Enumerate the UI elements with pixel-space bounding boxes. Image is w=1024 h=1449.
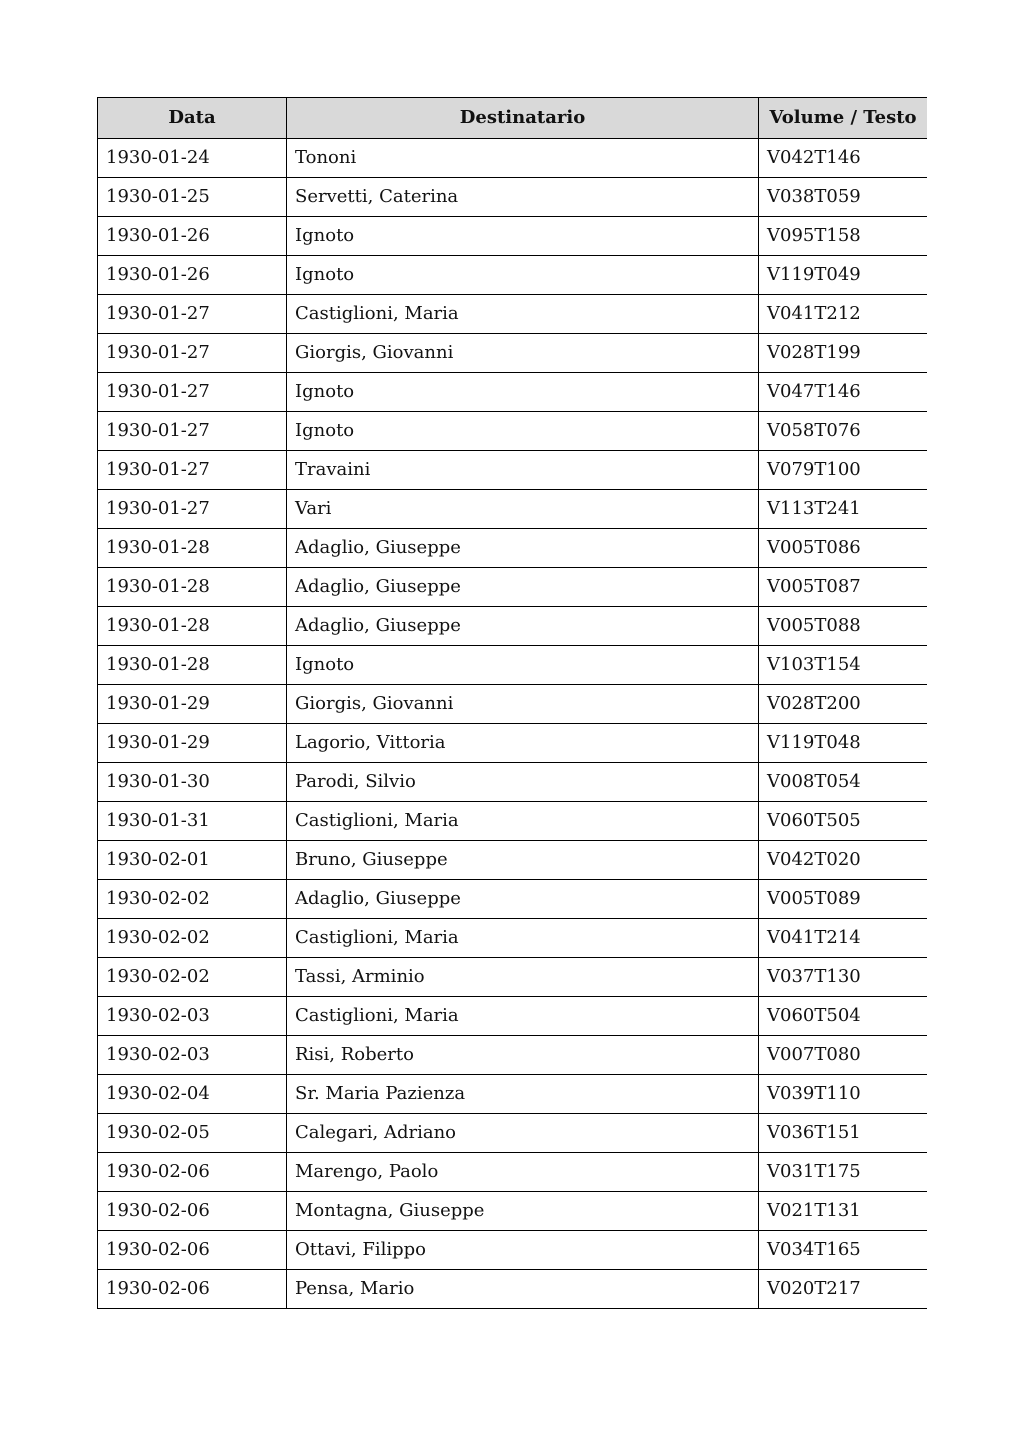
table-row: [98, 1075, 928, 1114]
table-row: [98, 685, 928, 724]
cell-destinatario: Sr. Maria Pazienza: [287, 1075, 759, 1114]
cell-destinatario: Parodi, Silvio: [287, 763, 759, 802]
table-row: [98, 607, 928, 646]
table-row: [98, 1270, 928, 1309]
cell-data: 1930-02-06: [98, 1192, 287, 1231]
cell-data: 1930-01-26: [98, 256, 287, 295]
cell-destinatario: Adaglio, Giuseppe: [287, 529, 759, 568]
cell-destinatario: Servetti, Caterina: [287, 178, 759, 217]
cell-data: 1930-02-02: [98, 958, 287, 997]
cell-destinatario: Lagorio, Vittoria: [287, 724, 759, 763]
cell-data: 1930-01-28: [98, 529, 287, 568]
cell-volume-testo: V028T200: [759, 685, 928, 724]
cell-data: 1930-01-27: [98, 295, 287, 334]
cell-data: 1930-02-01: [98, 841, 287, 880]
cell-data: 1930-01-28: [98, 607, 287, 646]
table-row: [98, 373, 928, 412]
cell-volume-testo: V079T100: [759, 451, 928, 490]
cell-data: 1930-02-06: [98, 1270, 287, 1309]
cell-volume-testo: V005T087: [759, 568, 928, 607]
cell-volume-testo: V028T199: [759, 334, 928, 373]
cell-destinatario: Castiglioni, Maria: [287, 295, 759, 334]
table-row: [98, 568, 928, 607]
cell-volume-testo: V021T131: [759, 1192, 928, 1231]
cell-volume-testo: V060T505: [759, 802, 928, 841]
cell-volume-testo: V034T165: [759, 1231, 928, 1270]
cell-volume-testo: V095T158: [759, 217, 928, 256]
cell-data: 1930-02-03: [98, 997, 287, 1036]
cell-destinatario: Risi, Roberto: [287, 1036, 759, 1075]
cell-volume-testo: V041T214: [759, 919, 928, 958]
cell-destinatario: Castiglioni, Maria: [287, 919, 759, 958]
cell-volume-testo: V005T089: [759, 880, 928, 919]
cell-volume-testo: V005T088: [759, 607, 928, 646]
cell-data: 1930-01-25: [98, 178, 287, 217]
cell-data: 1930-01-27: [98, 373, 287, 412]
cell-volume-testo: V058T076: [759, 412, 928, 451]
cell-data: 1930-02-06: [98, 1231, 287, 1270]
cell-data: 1930-01-24: [98, 139, 287, 178]
cell-data: 1930-01-27: [98, 412, 287, 451]
table-row: [98, 1192, 928, 1231]
table-row: [98, 958, 928, 997]
cell-destinatario: Tononi: [287, 139, 759, 178]
table-row: [98, 1231, 928, 1270]
table-row: [98, 646, 928, 685]
table-row: [98, 880, 928, 919]
table-row: [98, 334, 928, 373]
header-row: [98, 98, 928, 139]
cell-destinatario: Ottavi, Filippo: [287, 1231, 759, 1270]
cell-data: 1930-02-02: [98, 880, 287, 919]
cell-data: 1930-02-06: [98, 1153, 287, 1192]
table-row: [98, 724, 928, 763]
cell-volume-testo: V042T146: [759, 139, 928, 178]
table-row: [98, 451, 928, 490]
table-header: [98, 98, 928, 139]
cell-data: 1930-01-27: [98, 334, 287, 373]
cell-volume-testo: V036T151: [759, 1114, 928, 1153]
cell-data: 1930-01-29: [98, 685, 287, 724]
cell-volume-testo: V005T086: [759, 529, 928, 568]
cell-destinatario: Ignoto: [287, 646, 759, 685]
cell-volume-testo: V020T217: [759, 1270, 928, 1309]
cell-volume-testo: V039T110: [759, 1075, 928, 1114]
cell-volume-testo: V007T080: [759, 1036, 928, 1075]
cell-destinatario: Montagna, Giuseppe: [287, 1192, 759, 1231]
cell-destinatario: Pensa, Mario: [287, 1270, 759, 1309]
table-row: [98, 295, 928, 334]
cell-volume-testo: V103T154: [759, 646, 928, 685]
cell-volume-testo: V037T130: [759, 958, 928, 997]
cell-volume-testo: V042T020: [759, 841, 928, 880]
cell-destinatario: Castiglioni, Maria: [287, 802, 759, 841]
cell-data: 1930-01-28: [98, 568, 287, 607]
cell-data: 1930-01-30: [98, 763, 287, 802]
cell-data: 1930-01-27: [98, 490, 287, 529]
cell-destinatario: Ignoto: [287, 373, 759, 412]
cell-data: 1930-02-04: [98, 1075, 287, 1114]
header-destinatario: Destinatario: [287, 98, 759, 139]
cell-destinatario: Ignoto: [287, 412, 759, 451]
table-row: [98, 217, 928, 256]
cell-data: 1930-01-31: [98, 802, 287, 841]
cell-destinatario: Ignoto: [287, 256, 759, 295]
cell-destinatario: Giorgis, Giovanni: [287, 334, 759, 373]
cell-data: 1930-02-02: [98, 919, 287, 958]
header-data: Data: [98, 98, 287, 139]
cell-data: 1930-01-26: [98, 217, 287, 256]
cell-volume-testo: V119T048: [759, 724, 928, 763]
cell-volume-testo: V119T049: [759, 256, 928, 295]
letters-table: [97, 97, 927, 1309]
letters-table-container: [97, 97, 927, 1312]
cell-data: 1930-02-05: [98, 1114, 287, 1153]
table-row: [98, 919, 928, 958]
cell-volume-testo: V041T212: [759, 295, 928, 334]
table-row: [98, 412, 928, 451]
cell-volume-testo: V047T146: [759, 373, 928, 412]
table-row: [98, 178, 928, 217]
table-row: [98, 1114, 928, 1153]
cell-destinatario: Marengo, Paolo: [287, 1153, 759, 1192]
cell-destinatario: Castiglioni, Maria: [287, 997, 759, 1036]
cell-destinatario: Giorgis, Giovanni: [287, 685, 759, 724]
table-row: [98, 256, 928, 295]
cell-destinatario: Adaglio, Giuseppe: [287, 568, 759, 607]
table-row: [98, 763, 928, 802]
table-row: [98, 997, 928, 1036]
cell-destinatario: Calegari, Adriano: [287, 1114, 759, 1153]
cell-destinatario: Vari: [287, 490, 759, 529]
table-row: [98, 1036, 928, 1075]
table-body: [98, 139, 928, 1309]
cell-destinatario: Bruno, Giuseppe: [287, 841, 759, 880]
cell-volume-testo: V031T175: [759, 1153, 928, 1192]
cell-destinatario: Tassi, Arminio: [287, 958, 759, 997]
table-row: [98, 490, 928, 529]
cell-destinatario: Travaini: [287, 451, 759, 490]
table-row: [98, 1153, 928, 1192]
table-row: [98, 802, 928, 841]
cell-data: 1930-01-27: [98, 451, 287, 490]
cell-volume-testo: V113T241: [759, 490, 928, 529]
cell-destinatario: Adaglio, Giuseppe: [287, 607, 759, 646]
cell-volume-testo: V060T504: [759, 997, 928, 1036]
cell-data: 1930-01-28: [98, 646, 287, 685]
table-row: [98, 841, 928, 880]
header-volume-testo: Volume / Testo: [759, 98, 928, 139]
cell-data: 1930-02-03: [98, 1036, 287, 1075]
table-row: [98, 139, 928, 178]
table-row: [98, 529, 928, 568]
cell-destinatario: Ignoto: [287, 217, 759, 256]
cell-data: 1930-01-29: [98, 724, 287, 763]
cell-volume-testo: V008T054: [759, 763, 928, 802]
cell-destinatario: Adaglio, Giuseppe: [287, 880, 759, 919]
cell-volume-testo: V038T059: [759, 178, 928, 217]
